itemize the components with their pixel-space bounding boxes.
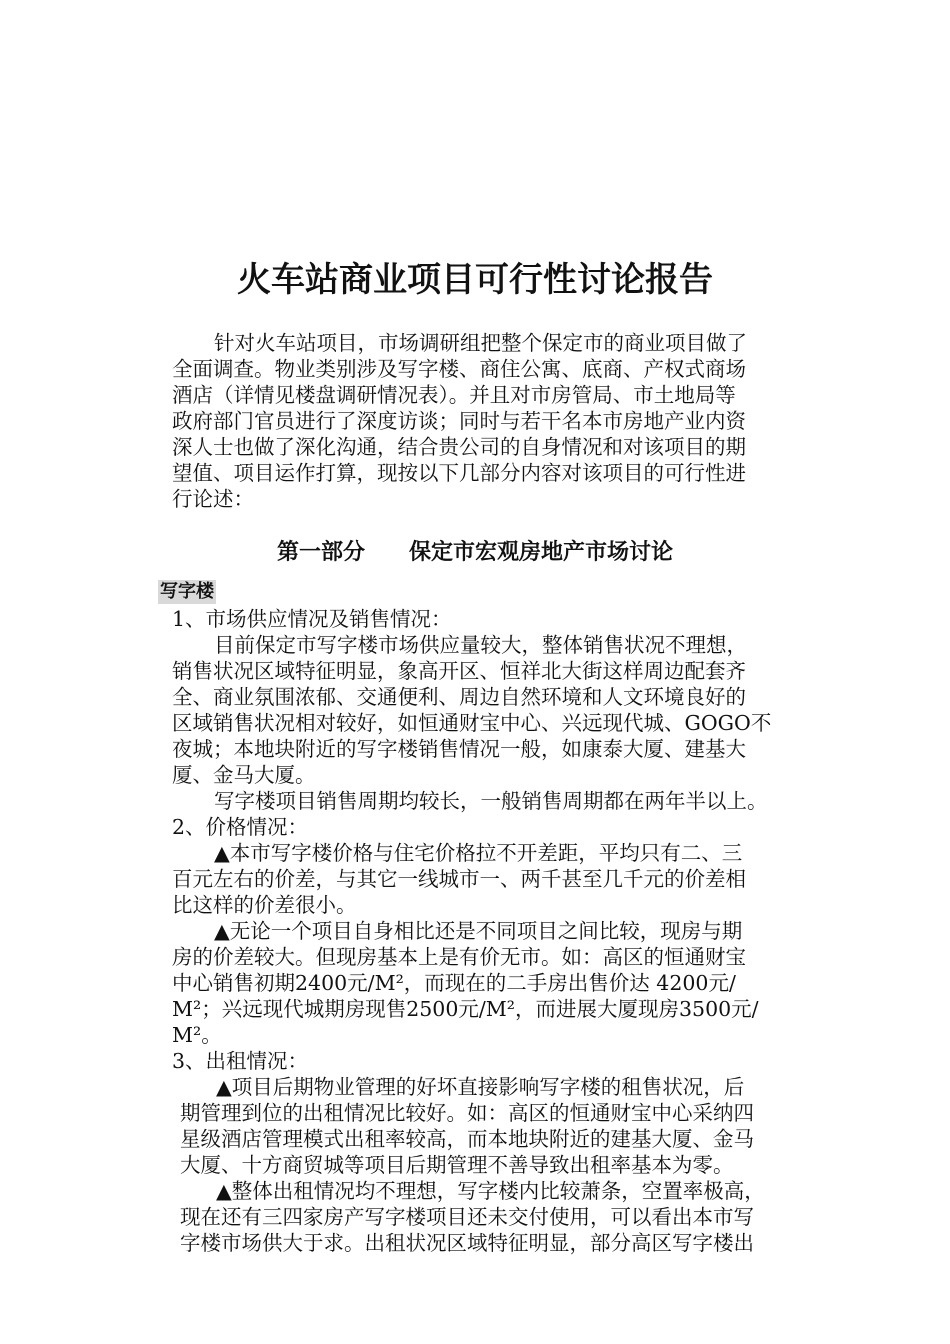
- intro-line: 针对火车站项目，市场调研组把整个保定市的商业项目做了: [214, 331, 747, 355]
- document-title: 火车站商业项目可行性讨论报告: [237, 260, 713, 300]
- body-line: 比这样的价差很小。: [172, 893, 357, 917]
- body-line: 期管理到位的出租情况比较好。如：高区的恒通财宝中心采纳四: [180, 1101, 754, 1125]
- body-line: 字楼市场供大于求。出租状况区域特征明显，部分高区写字楼出: [180, 1231, 754, 1255]
- body-line: M²；兴远现代城期房现售2500元/M²，而进展大厦现房3500元/: [172, 997, 759, 1021]
- intro-line: 政府部门官员进行了深度访谈；同时与若干名本市房地产业内资: [172, 409, 746, 433]
- intro-line: 深人士也做了深化沟通，结合贵公司的自身情况和对该项目的期: [172, 435, 746, 459]
- body-line: 目前保定市写字楼市场供应量较大，整体销售状况不理想，: [214, 633, 747, 657]
- body-line: ▲无论一个项目自身相比还是不同项目之间比较，现房与期: [214, 919, 743, 943]
- body-line: 销售状况区域特征明显，象高开区、恒祥北大街这样周边配套齐: [172, 659, 746, 683]
- body-line: 星级酒店管理模式出租率较高，而本地块附近的建基大厦、金马: [180, 1127, 754, 1151]
- intro-line: 酒店（详情见楼盘调研情况表）。并且对市房管局、市土地局等: [172, 383, 736, 407]
- intro-line: 全面调查。物业类别涉及写字楼、商住公寓、底商、产权式商场: [172, 357, 746, 381]
- body-line: 写字楼项目销售周期均较长，一般销售周期都在两年半以上。: [214, 789, 768, 813]
- section-label: 写字楼: [160, 581, 214, 602]
- body-line: 大厦、十方商贸城等项目后期管理不善导致出租率基本为零。: [180, 1153, 734, 1177]
- body-line: 房的价差较大。但现房基本上是有价无市。如：高区的恒通财宝: [172, 945, 746, 969]
- body-line: 中心销售初期2400元/M²，而现在的二手房出售价达 4200元/: [172, 971, 736, 995]
- body-line: M²。: [172, 1023, 222, 1047]
- body-line: 全、商业氛围浓郁、交通便利、周边自然环境和人文环境良好的: [172, 685, 746, 709]
- intro-line: 行论述：: [172, 487, 254, 511]
- body-line: ▲项目后期物业管理的好坏直接影响写字楼的租售状况，后: [216, 1075, 745, 1099]
- body-line: ▲本市写字楼价格与住宅价格拉不开差距，平均只有二、三: [214, 841, 743, 865]
- numbered-heading: 2、价格情况：: [172, 815, 309, 839]
- body-line: 区域销售状况相对较好，如恒通财宝中心、兴远现代城、GOGO不: [172, 711, 772, 735]
- body-line: 百元左右的价差，与其它一线城市一、两千甚至几千元的价差相: [172, 867, 746, 891]
- intro-line: 望值、项目运作打算，现按以下几部分内容对该项目的可行性进: [172, 461, 746, 485]
- numbered-heading: 3、出租情况：: [172, 1049, 309, 1073]
- part-heading: 第一部分 保定市宏观房地产市场讨论: [276, 540, 673, 565]
- body-line: ▲整体出租情况均不理想，写字楼内比较萧条，空置率极高，: [216, 1179, 765, 1203]
- body-line: 现在还有三四家房产写字楼项目还未交付使用，可以看出本市写: [180, 1205, 754, 1229]
- body-line: 夜城；本地块附近的写字楼销售情况一般，如康泰大厦、建基大: [172, 737, 746, 761]
- body-line: 厦、金马大厦。: [172, 763, 316, 787]
- numbered-heading: 1、市场供应情况及销售情况：: [172, 607, 452, 631]
